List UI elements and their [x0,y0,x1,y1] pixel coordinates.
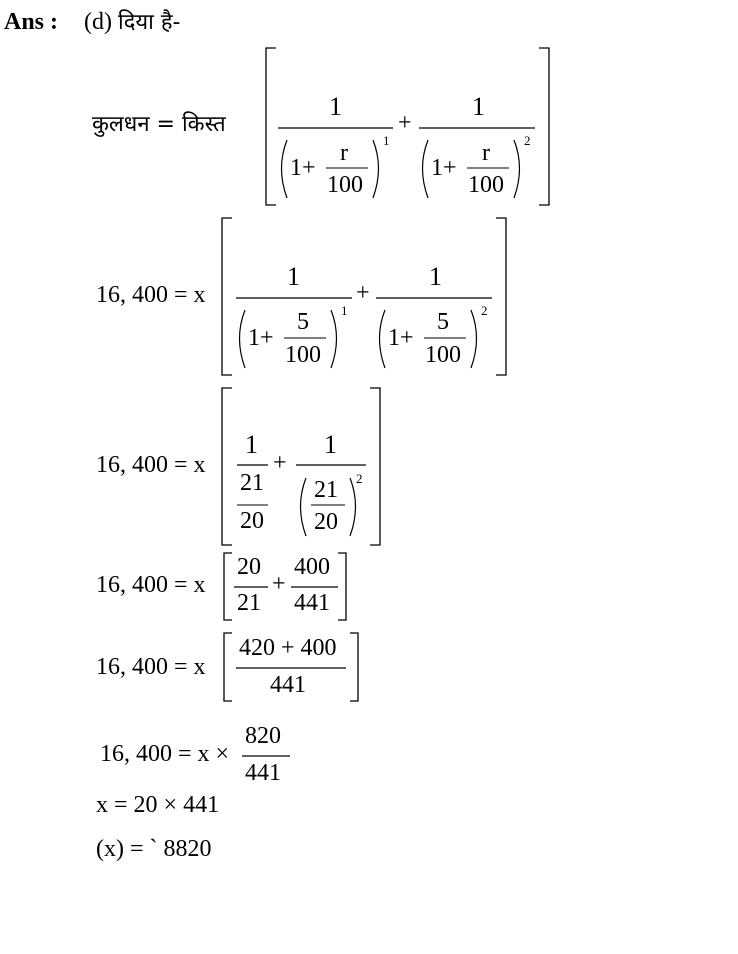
step1-one-b: 1+ [431,155,457,181]
step6-lhs: 16, 400 = x × [100,741,230,767]
step3-num2: 1 [324,430,337,459]
step1-exp-a: 1 [383,133,390,148]
step2-den-a: 100 [285,342,321,368]
step3-plus: + [273,450,287,476]
step3-num1: 1 [245,430,258,459]
step1-r-a: r [340,140,348,166]
step4-d1: 21 [237,590,261,616]
step1-one-a: 1+ [290,155,316,181]
step8-text: (x) = ` 8820 [96,836,212,862]
step4-n2: 400 [294,554,330,580]
step3-inner-num: 21 [240,470,264,496]
step1-exp-b: 2 [524,133,531,148]
step3-exp: 2 [356,471,363,486]
step2-lhs: 16, 400 = x [96,282,206,308]
step3-lhs: 16, 400 = x [96,452,206,478]
step7-text: x = 20 × 441 [96,792,220,818]
step1-num2: 1 [472,92,485,121]
step1-r-b: r [482,140,490,166]
step2-exp-a: 1 [341,303,348,318]
given-label: दिया है- [118,10,181,35]
step1-plus: + [398,110,412,136]
step2-num1: 1 [287,262,300,291]
option-label: (d) [84,9,112,35]
step2-den-b: 100 [425,342,461,368]
step3-pden: 20 [314,509,338,535]
step1-den-a: 100 [327,172,363,198]
step2-one-b: 1+ [388,325,414,351]
step6-num: 820 [245,723,281,749]
step5-lhs: 16, 400 = x [96,654,206,680]
step6-den: 441 [245,760,281,786]
step2-exp-b: 2 [481,303,488,318]
step5-num: 420 + 400 [239,635,337,661]
step4-n1: 20 [237,554,261,580]
step2-plus: + [356,280,370,306]
step3-inner-den: 20 [240,508,264,534]
step1-lhs: कुलधन = किस्त [92,112,226,137]
step2-r-b: 5 [437,309,449,335]
step4-plus: + [272,571,286,597]
ans-label: Ans : [4,9,59,35]
step2-num2: 1 [429,262,442,291]
step5-den: 441 [270,672,306,698]
step1-den-b: 100 [468,172,504,198]
step4-d2: 441 [294,590,330,616]
step2-r-a: 5 [297,309,309,335]
step2-one-a: 1+ [248,325,274,351]
step1-num1: 1 [329,92,342,121]
step4-lhs: 16, 400 = x [96,572,206,598]
step3-pnum: 21 [314,477,338,503]
